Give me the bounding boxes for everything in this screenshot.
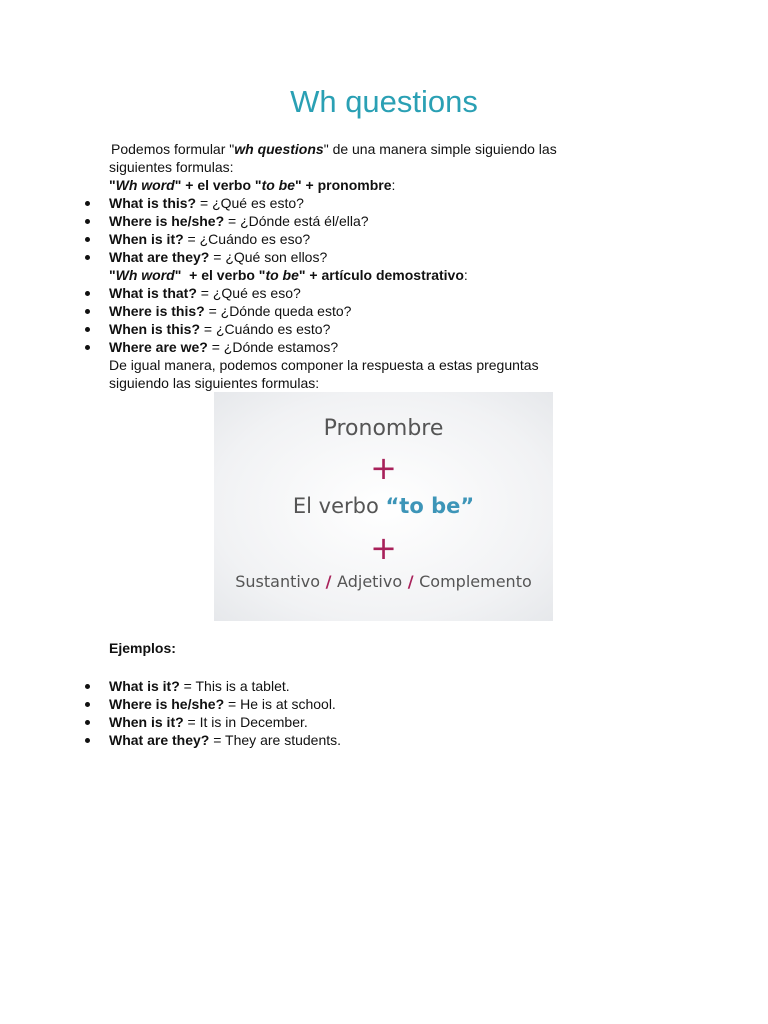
list-item: What are they? = ¿Qué son ellos? [109, 248, 669, 266]
figure-to-be: “to be” [385, 494, 475, 518]
figure-verbo-text: El verbo [292, 494, 386, 518]
formula-2-wh-word: Wh word [115, 267, 175, 283]
formula-1 [109, 176, 669, 194]
list-item: When is it? = It is in December. [109, 713, 669, 731]
formula-1-quote: " [109, 177, 116, 193]
list-item: Where is this? = ¿Dónde queda esto? [109, 302, 669, 320]
figure-plus-icon: + [370, 449, 397, 487]
formula-figure [214, 392, 553, 621]
figure-slash: / [402, 572, 420, 591]
list-item: When is this? = ¿Cuándo es esto? [109, 320, 669, 338]
examples-list [109, 677, 669, 749]
list-item: Where is he/she? = He is at school. [109, 695, 669, 713]
list-item: What is this? = ¿Qué es esto? [109, 194, 669, 212]
figure-slash: / [320, 572, 338, 591]
list-item: Where are we? = ¿Dónde estamos? [109, 338, 669, 356]
figure-complemento: Complemento [419, 572, 532, 591]
figure-adjetivo: Adjetivo [337, 572, 403, 591]
intro-text-3: siguientes formulas: [109, 159, 234, 175]
examples-section [109, 677, 669, 749]
outro-text-1: De igual manera, podemos componer la respuesta a estas preguntas [109, 357, 539, 373]
list-item: What are they? = They are students. [109, 731, 669, 749]
figure-plus-icon: + [370, 529, 397, 567]
figure-complement-line [214, 572, 553, 591]
intro-emphasis: wh questions [234, 141, 324, 157]
formula-1-to-be: to be [261, 177, 296, 193]
examples-heading: Ejemplos: [109, 640, 176, 656]
intro-text-2: " de una manera simple siguiendo las [323, 141, 557, 157]
formula-2-end: " + artículo demostrativo [298, 267, 464, 283]
outro-paragraph [109, 356, 669, 392]
question-list-2 [109, 284, 669, 356]
figure-sustantivo: Sustantivo [235, 572, 321, 591]
formula-1-wh-word: Wh word [115, 177, 175, 193]
outro-text-2: siguiendo las siguientes formulas: [109, 375, 320, 391]
intro-text-1: Podemos formular " [111, 141, 235, 157]
list-item: Where is he/she? = ¿Dónde está él/ella? [109, 212, 669, 230]
list-item: When is it? = ¿Cuándo es eso? [109, 230, 669, 248]
formula-1-end: " + pronombre [295, 177, 392, 193]
formula-2-colon: : [463, 267, 468, 283]
list-item: What is that? = ¿Qué es eso? [109, 284, 669, 302]
formula-2-to-be: to be [265, 267, 299, 283]
list-item: What is it? = This is a tablet. [109, 677, 669, 695]
figure-pronombre: Pronombre [323, 416, 444, 441]
page-title: Wh questions [290, 84, 478, 119]
question-list-1 [109, 194, 669, 266]
formula-1-mid: " + el verbo " [174, 177, 262, 193]
formula-2-mid: " + el verbo " [174, 267, 266, 283]
formula-1-colon: : [391, 177, 396, 193]
intro-paragraph [109, 140, 669, 176]
document-body [109, 140, 669, 392]
formula-2 [109, 266, 669, 284]
formula-2-quote: " [109, 267, 116, 283]
figure-verbo [214, 494, 553, 518]
